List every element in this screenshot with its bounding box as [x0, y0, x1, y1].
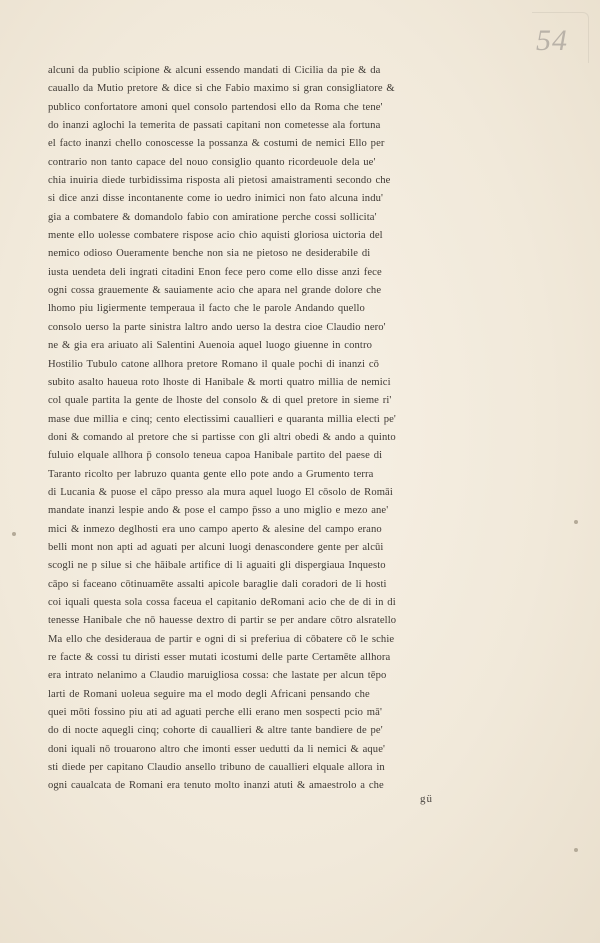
- catchword: gü: [420, 793, 433, 805]
- margin-spot: [574, 520, 578, 524]
- text-line: Taranto ricolto per labruzo quanta gente ello pote ando a Grumento terra: [48, 468, 374, 480]
- text-line: el facto inanzi chello conoscesse la possanza & costumi de nemici Ello per: [48, 138, 385, 150]
- text-line: coi iquali questa sola cossa faceua el capitanio deRomani acio che de di in di: [48, 596, 396, 608]
- text-line: mente ello uolesse combatere rispose acio chio aquisti gloriosa uictoria del: [48, 230, 383, 242]
- text-line: do di nocte aquegli cinq; cohorte di cauallieri & altre tante bandiere de pe': [48, 725, 383, 737]
- folio-number: 54: [536, 24, 568, 57]
- text-line: re facte & cossi tu diristi esser mutati icostumi delle parte Certamēte allhora: [48, 652, 391, 663]
- text-line: gia a combatere & domandolo fabio con amiratione perche cossi sollicita': [48, 211, 377, 223]
- text-line: contrario non tanto capace del nouo consiglio quanto ricordeuole dela ue': [48, 156, 376, 168]
- margin-spot: [12, 532, 16, 536]
- margin-spot: [574, 848, 578, 852]
- text-line: publico confortatore amoni quel consolo partendosi ello da Roma che tene': [48, 101, 383, 113]
- text-line: mici & inmezo deglhosti era uno campo aperto & alesine del campo erano: [48, 523, 382, 535]
- text-line: scogli ne p silue si che hāibale artifice di li aguaiti gli dispergiaua Inquesto: [48, 560, 386, 572]
- text-line: Ma ello che desideraua de partir e ogni di si preferiua di cōbatere cō le schie: [48, 633, 395, 645]
- text-line: ne & gia era ariuato ali Salentini Auenoia aquel luogo giuenne in contro: [48, 340, 372, 352]
- text-line: alcuni da publio scipione & alcuni essendo mandati di Cicilia da pie & da: [48, 65, 381, 76]
- text-line: doni & comando al pretore che si partisse con gli altri obedi & ando a quinto: [48, 431, 396, 443]
- text-line: fuluio elquale allhora p̄ consolo teneua capoa Hanibale partito del paese di: [48, 450, 383, 462]
- text-line: subito asalto haueua roto lhoste di Hanibale & morti quatro millia de nemici: [48, 376, 391, 388]
- text-line: ogni cossa grauemente & sauiamente acio che apara nel grande dolore che: [48, 285, 382, 297]
- text-line: belli mont non apti ad aguati per alcuni luogi denascondere gente per alcūi: [48, 541, 384, 553]
- text-line: Hostilio Tubulo catone allhora pretore Romano il quale pochi di inanzi cō: [48, 358, 380, 370]
- text-line: di Lucania & puose el cāpo presso ala mura aquel luogo El cōsolo de Romāi: [48, 486, 393, 498]
- text-line: si dice anzi disse incontanente come io uedro inimici non fato alcuna indu': [48, 193, 384, 205]
- text-line: doni iquali nō trouarono altro che imonti esser uedutti da li nemici & aque': [48, 743, 386, 755]
- text-line: sti diede per capitano Claudio ansello tribuno de cauallieri elquale allora in: [48, 762, 385, 774]
- text-line: do inanzi aglochi la temerita de passati capitani non cometesse ala fortuna: [48, 120, 381, 132]
- text-line: tenesse Hanibale che nō hauesse dextro di partir se per andare cōtro alsratello: [48, 615, 397, 627]
- text-line: lhomo piu ligiermente temperaua il facto che le parole Andando quello: [48, 303, 365, 315]
- text-line: mandate inanzi lespie ando & pose el campo p̄sso a uno miglio e mezo ane': [48, 505, 389, 517]
- text-line: iusta uendeta deli ingrati citadini Enon fece pero come ello disse anzi fece: [48, 266, 382, 278]
- text-line: era intrato nelanimo a Claudio maruigliosa cossa: che lastate per alcun tēpo: [48, 670, 387, 682]
- text-line: consolo uerso la parte sinistra laltro ando uerso la destra cioe Claudio nero': [48, 321, 386, 333]
- text-line: larti de Romani uoleua seguire ma el modo degli Africani pensando che: [48, 688, 370, 700]
- text-line: chia inuiria diede turbidissima risposta ali pietosi amaistramenti secondo che: [48, 175, 391, 187]
- text-line: ogni caualcata de Romani era tenuto molto inanzi atuti & amaestrolo a che: [48, 780, 384, 792]
- text-line: nemico odioso Oueramente benche non sia ne pietoso ne desiderabile di: [48, 248, 371, 260]
- text-block: [48, 62, 558, 796]
- text-line: quei mōti fossino piu ati ad aguati perche elli erano men sospecti pcio mā': [48, 707, 382, 719]
- text-line: col quale partita la gente de lhoste del consolo & di quel pretore in sieme ri': [48, 395, 392, 407]
- text-line: mase due millia e cinq; cento electissimi cauallieri e quaranta millia electi pe': [48, 413, 396, 425]
- text-line: cauallo da Mutio pretore & dice si che Fabio maximo si gran consigliatore &: [48, 83, 395, 95]
- text-line: cāpo si faceano cōtinuamēte assalti apicole baraglie dali coradori de li hosti: [48, 578, 387, 590]
